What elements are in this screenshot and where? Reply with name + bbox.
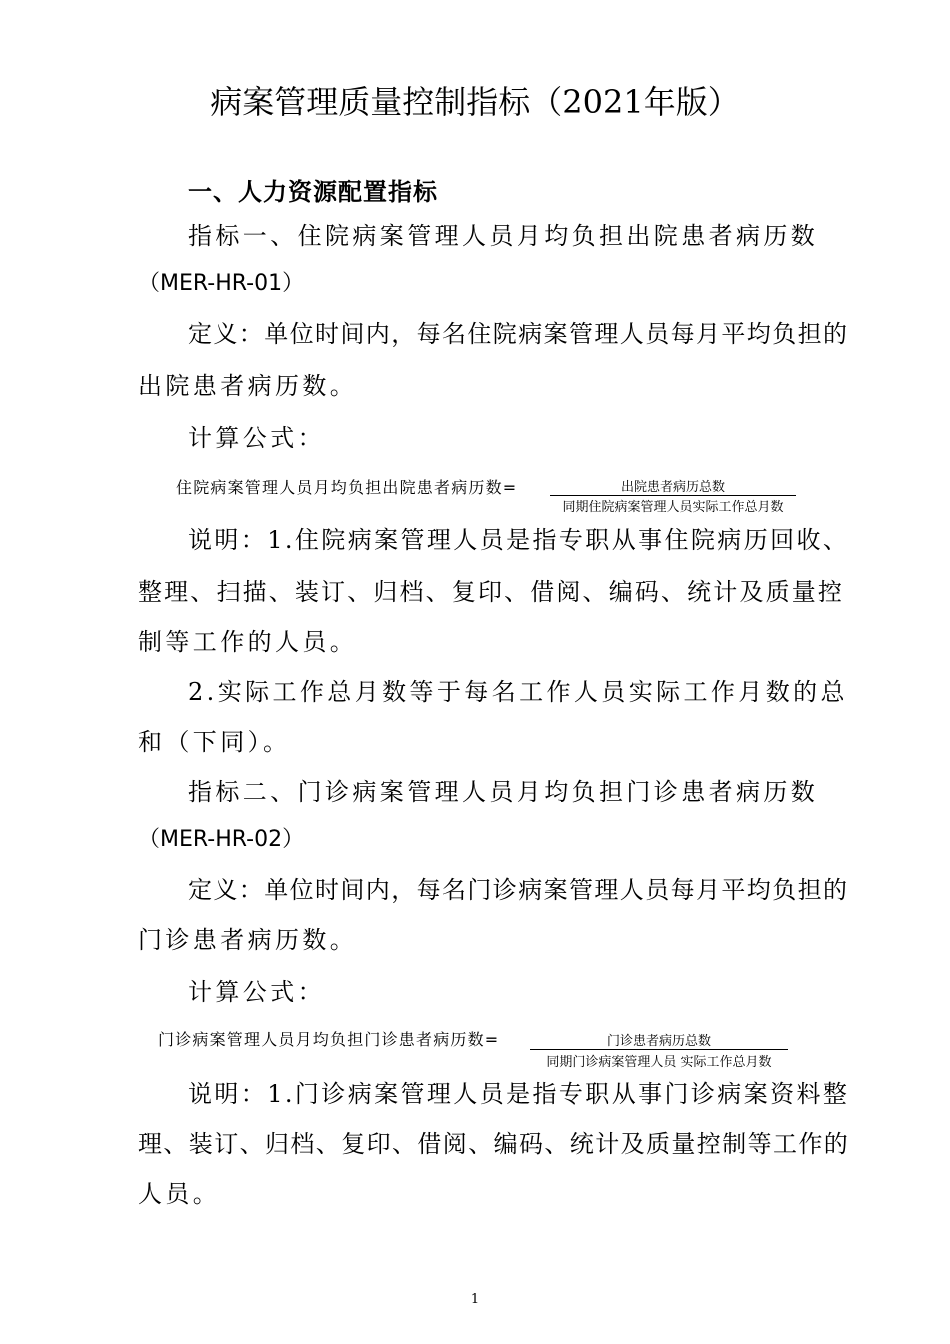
- indicator-1-formula-label: 计算公式：: [188, 424, 325, 452]
- indicator-1-note-1: 说明：1.住院病案管理人员是指专职从事住院病历回收、: [188, 526, 850, 554]
- indicator-2-definition-cont: 门诊患者病历数。: [138, 926, 358, 954]
- indicator-1-note-2: 2.实际工作总月数等于每名工作人员实际工作月数的总: [188, 678, 848, 706]
- indicator-2-code: （MER-HR-02）: [138, 827, 305, 852]
- indicator-2-note-1-cont: 理、装订、归档、复印、借阅、编码、统计及质量控制等工作的: [138, 1130, 850, 1158]
- indicator-1-definition-cont: 出院患者病历数。: [138, 372, 358, 400]
- indicator-2-note-1-end: 人员。: [138, 1180, 221, 1208]
- indicator-1-formula-lhs: 住院病案管理人员月均负担出院患者病历数=: [176, 478, 518, 497]
- indicator-1-denominator: 同期住院病案管理人员实际工作总月数: [562, 500, 784, 515]
- indicator-1-note-1-cont: 整理、扫描、装订、归档、复印、借阅、编码、统计及质量控: [138, 578, 845, 606]
- indicator-1-numerator: 出院患者病历总数: [620, 480, 725, 495]
- indicator-1-heading: 指标一、住院病案管理人员月均负担出院患者病历数: [188, 222, 819, 250]
- indicator-1-note-1-end: 制等工作的人员。: [138, 628, 358, 656]
- document-title: 病案管理质量控制指标（2021年版）: [210, 83, 740, 121]
- indicator-2-heading: 指标二、门诊病案管理人员月均负担门诊患者病历数: [188, 778, 819, 806]
- indicator-2-fraction-bar: [530, 1049, 788, 1050]
- indicator-2-formula-label: 计算公式：: [188, 978, 325, 1006]
- indicator-1-definition: 定义：单位时间内，每名住院病案管理人员每月平均负担的: [188, 320, 849, 348]
- indicator-2-denominator: 同期门诊病案管理人员 实际工作总月数: [546, 1055, 772, 1070]
- indicator-1-fraction-bar: [550, 495, 796, 496]
- section-heading: 一、人力资源配置指标: [188, 178, 438, 206]
- indicator-2-formula-lhs: 门诊病案管理人员月均负担门诊患者病历数=: [158, 1030, 500, 1049]
- indicator-1-note-2-cont: 和（下同）。: [138, 728, 291, 756]
- indicator-2-numerator: 门诊患者病历总数: [606, 1034, 711, 1049]
- indicator-2-definition: 定义：单位时间内，每名门诊病案管理人员每月平均负担的: [188, 876, 849, 904]
- page-number: 1: [470, 1292, 480, 1307]
- indicator-2-note-1: 说明：1.门诊病案管理人员是指专职从事门诊病案资料整: [188, 1080, 850, 1108]
- indicator-1-code: （MER-HR-01）: [138, 271, 305, 296]
